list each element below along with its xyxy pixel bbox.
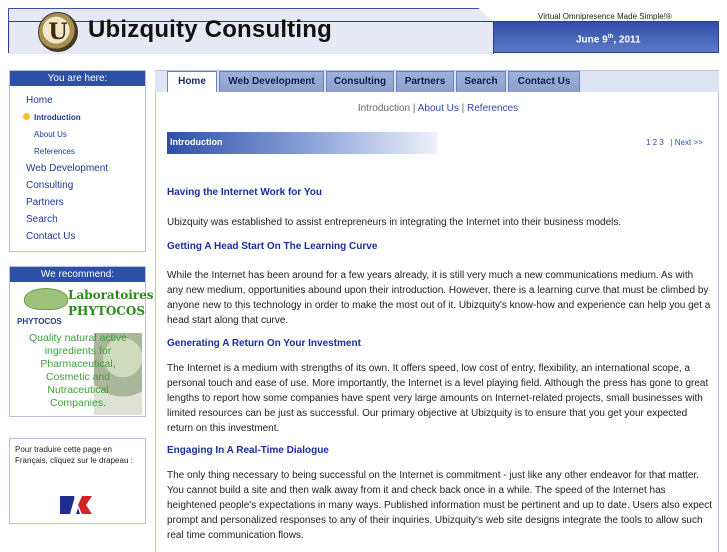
next-page-link[interactable]: | Next >> [670, 138, 703, 147]
date-suffix: th [607, 34, 614, 40]
page-links[interactable]: 1 2 3 [646, 138, 664, 147]
french-flag-icon[interactable] [58, 494, 96, 516]
leaf-icon [24, 288, 68, 310]
paragraph-real-time-dialogue: The only thing necessary to being successful on the Internet is commitment - just like any other endeavor for that matter. You cannot build a site and then walk away from it and check back once in a while. The speed of the Internet has heightened people's expectations in many ways. Published information must be pertinent and up to date. Users also expect prompt and personalized responses to any of their inquiries. Ubizquity's web site designs integrate the tools to allow such real time communication flows. [167, 470, 713, 541]
logo-letter: U [48, 19, 68, 45]
sidebar-item-contact-us[interactable]: Contact Us [26, 231, 76, 242]
breadcrumb-separator-1: | [410, 103, 418, 114]
sidebar-item-search[interactable]: Search [26, 214, 58, 225]
ad-text: Quality natural active ingredients for Pharmaceutical, Cosmetic and Nutraceutical Companies. [28, 332, 128, 409]
breadcrumb-current: Introduction [357, 103, 411, 114]
sidebar-item-partners[interactable]: Partners [26, 197, 64, 208]
breadcrumb [156, 103, 720, 114]
recommend-box [9, 266, 154, 417]
breadcrumb-separator-2: | [458, 103, 468, 114]
tab-contact-us[interactable]: Contact Us [508, 71, 580, 93]
breadcrumb-link-about-us[interactable]: About Us [417, 103, 459, 114]
breadcrumb-link-references[interactable]: References [467, 103, 519, 114]
heading-head-start: Getting A Head Start On The Learning Curve [167, 241, 378, 252]
paragraph-head-start: While the Internet has been around for a few years already, it is still very much a new communications medium. As with any new medium, opportunities abound upon their introduction. However, there is a learning curve that must be climbed by anyone new to this technology in order to make the most out of it. Ubizquity's know-how and experience can help you get a head start along that curve. [167, 270, 711, 326]
paragraph-internet-work: Ubizquity was established to assist entrepreneurs in integrating the Internet into their business models. [167, 217, 622, 228]
paragraph-return-investment: The Internet is a medium with strengths of its own. It offers speed, low cost of entry, flexibility, an international scope, a personal touch and ease of use. More importantly, the Internet is a level playing field. Although the press has gone to great lengths to report how some companies have spent very large amounts on Internet-related projects, small businesses with limited resources can be just as successful. Our primary objective at Ubizquity is to ensure that you get your expected return on this investment. [167, 363, 709, 434]
location-nav-box [9, 70, 146, 252]
translate-text: Pour traduire cette page en Français, cliquez sur le drapeau : [15, 445, 133, 465]
tagline: Virtual Omnipresence Made Simple!® [538, 12, 672, 21]
date-main: June 9 [576, 34, 608, 46]
phytocos-ad-banner[interactable] [14, 284, 154, 415]
heading-internet-work: Having the Internet Work for You [167, 187, 323, 198]
main-tab-bar [155, 70, 719, 92]
sidebar-item-references[interactable]: References [34, 147, 75, 156]
site-title: Ubizquity Consulting [88, 16, 332, 43]
main-content [155, 92, 719, 552]
current-bullet-icon [23, 113, 30, 120]
date-year: , 2011 [613, 34, 641, 46]
tab-web-development[interactable]: Web Development [219, 71, 324, 93]
logo-icon[interactable] [38, 12, 78, 52]
nav-box-title: You are here: [10, 71, 145, 86]
sidebar-item-web-development[interactable]: Web Development [26, 163, 109, 174]
brand-line1: Laboratoires [68, 288, 154, 302]
tab-partners[interactable]: Partners [396, 71, 454, 93]
sidebar-item-consulting[interactable]: Consulting [26, 180, 74, 191]
site-header [8, 4, 719, 54]
tab-search[interactable]: Search [456, 71, 506, 93]
sidebar-item-introduction[interactable]: Introduction [34, 113, 81, 122]
sidebar-item-about-us[interactable]: About Us [34, 130, 67, 139]
pagination [646, 138, 703, 147]
sidebar-item-home[interactable]: Home [26, 95, 53, 106]
phytocos-small-logo: PHYTOCOS [17, 317, 62, 326]
recommend-title: We recommend: [10, 267, 145, 282]
heading-real-time-dialogue: Engaging In A Real-Time Dialogue [167, 445, 329, 456]
tab-home[interactable]: Home [167, 71, 217, 94]
section-title: Introduction [167, 132, 437, 154]
tab-consulting[interactable]: Consulting [326, 71, 394, 93]
current-date [576, 34, 641, 45]
heading-return-investment: Generating A Return On Your Investment [167, 338, 361, 349]
brand-name [68, 287, 154, 319]
brand-line2: PHYTOCOS [68, 304, 145, 318]
translate-box [9, 438, 146, 524]
